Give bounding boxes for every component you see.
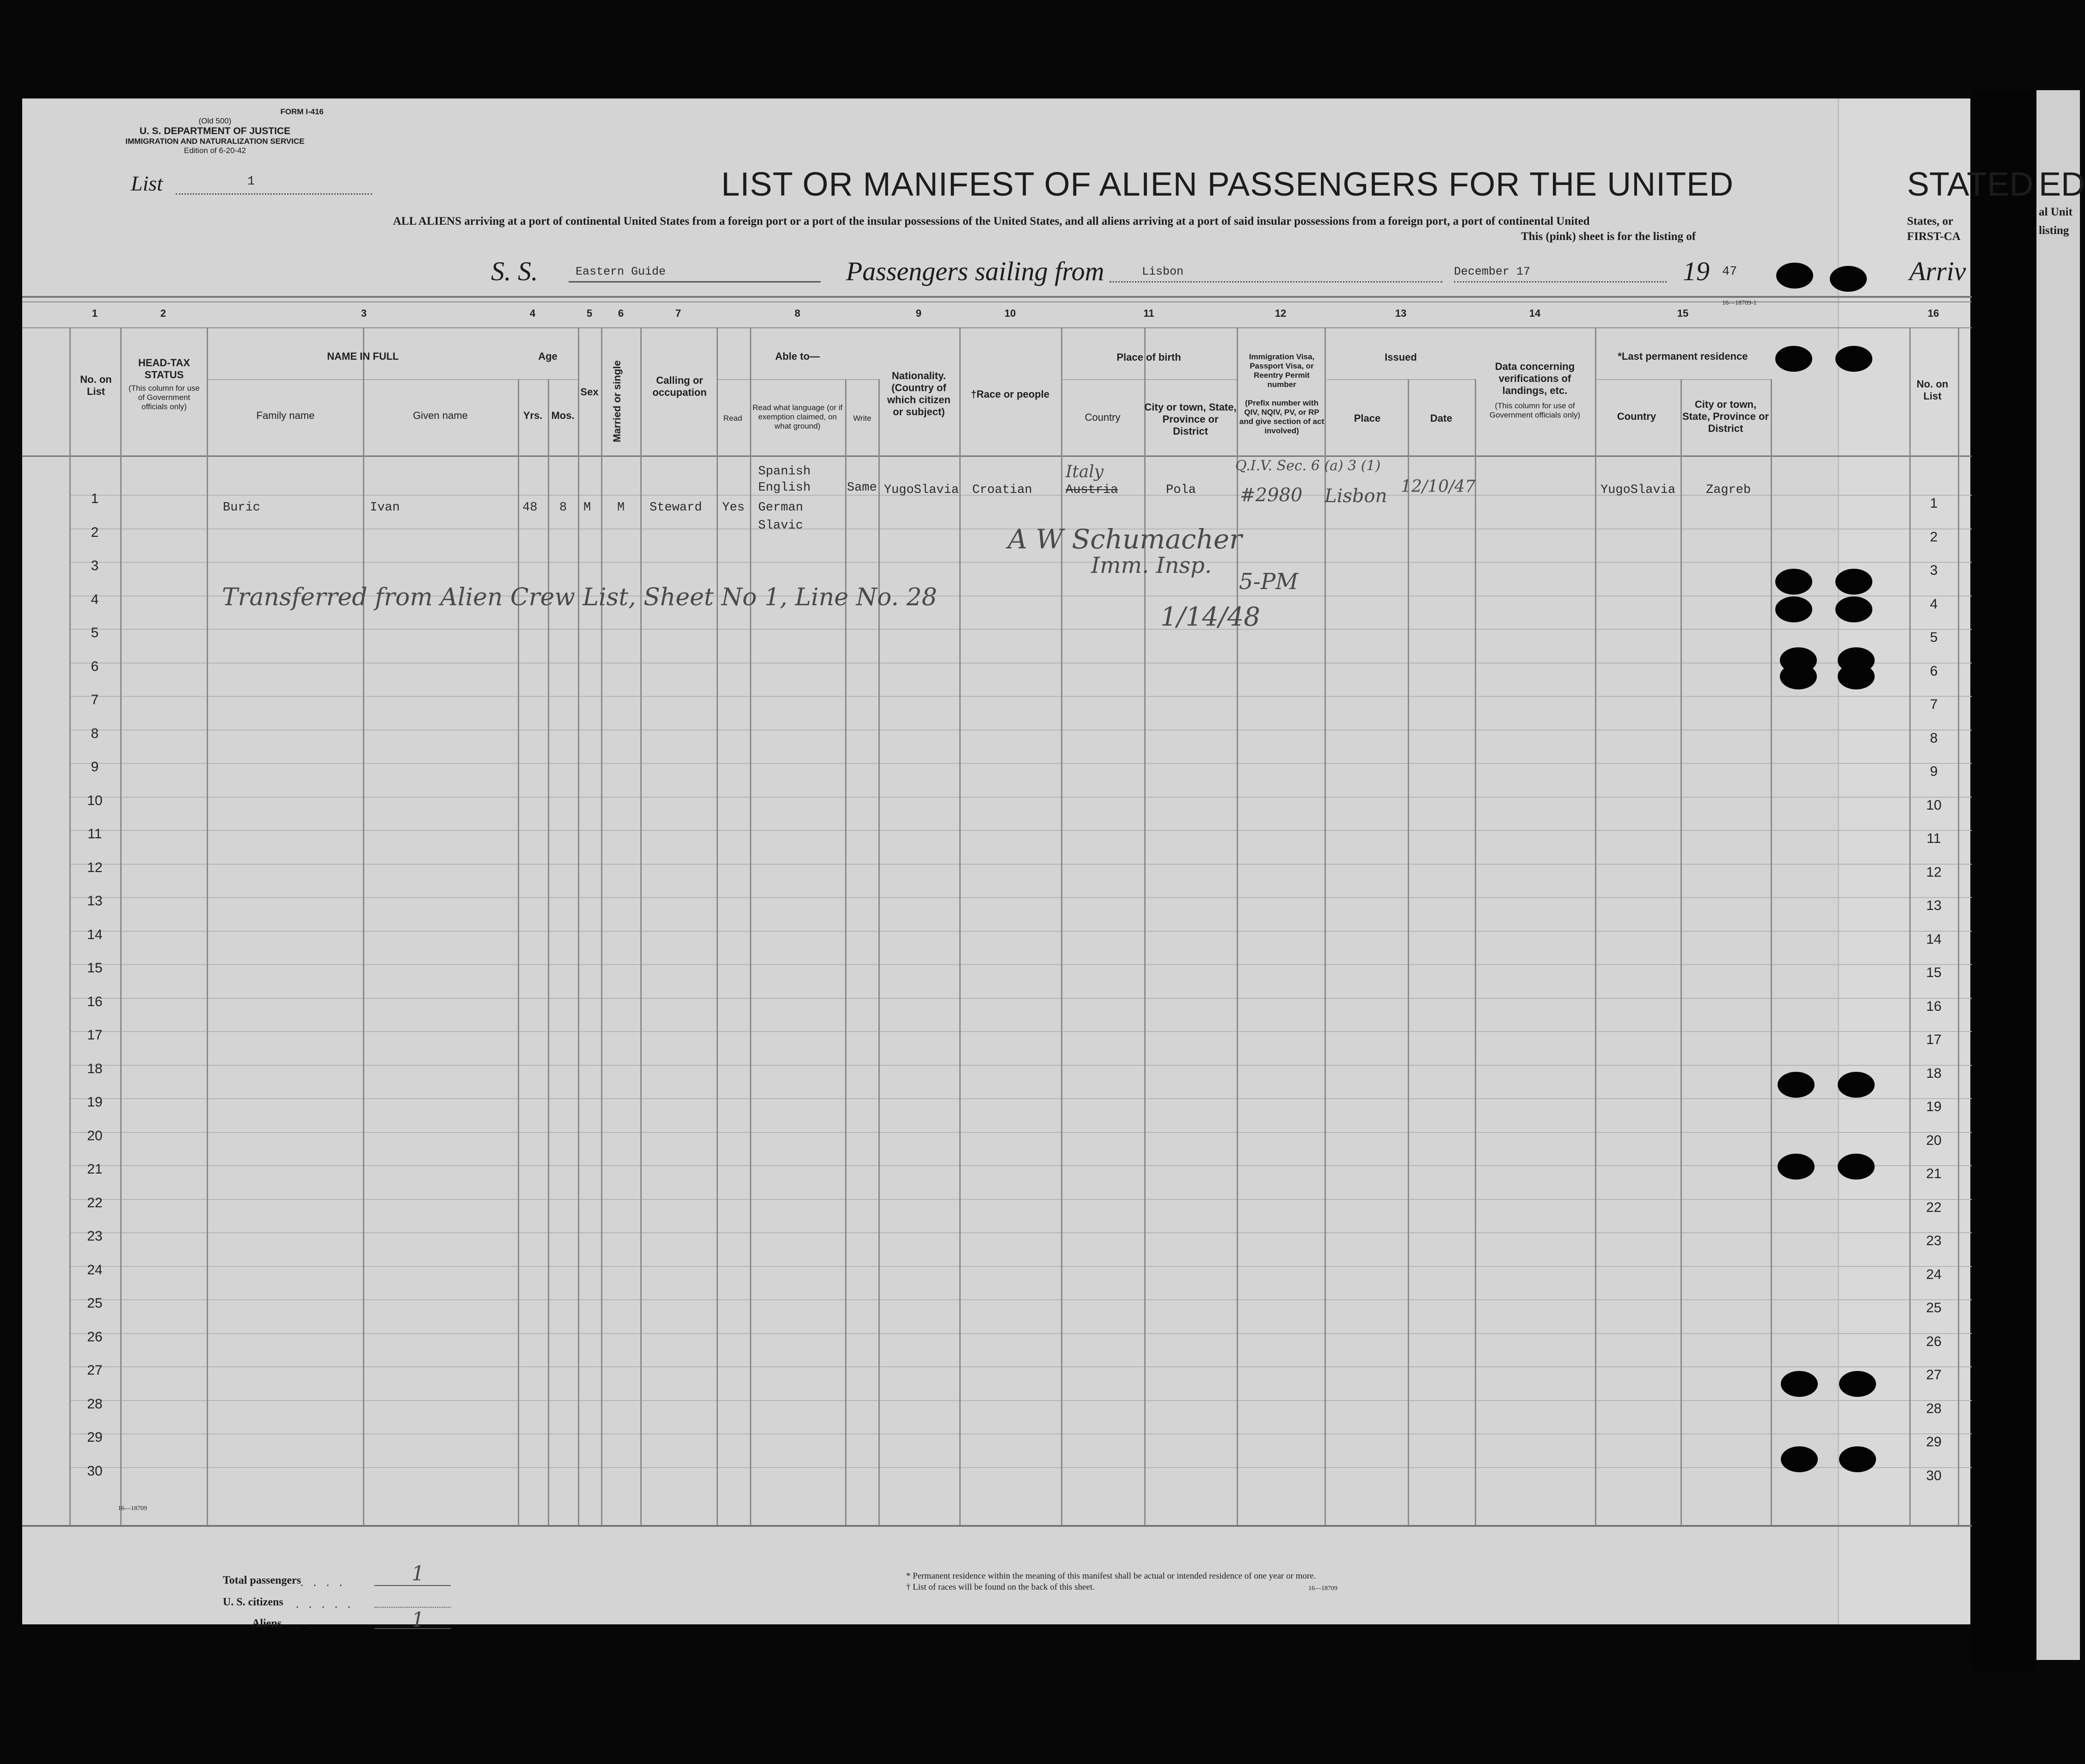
row-number-right-9: 9 (1930, 764, 1938, 779)
us-citizens-line (374, 1607, 451, 1608)
column-rule-16 (1237, 327, 1238, 1525)
inspector-signature: A W Schumacher (1008, 523, 1242, 555)
column-number-5: 5 (586, 307, 593, 319)
row-rule-14 (69, 931, 1972, 932)
column-rule-6 (578, 327, 579, 1525)
row-rule-13 (69, 897, 1972, 898)
residence-city-cell: Zagreb (1706, 483, 1751, 497)
table-bottom-rule (22, 1525, 1972, 1527)
row-rule-10 (69, 797, 1972, 798)
inspector-title: Imm. Insp. (1091, 553, 1212, 578)
row-rule-18 (69, 1065, 1972, 1066)
subheader-rule-4 (1327, 379, 1475, 380)
column-rule-7 (601, 327, 602, 1525)
column-rule-0 (69, 327, 71, 1525)
row-number-15: 15 (87, 960, 103, 976)
right-sheet-arrival: Arriv (1909, 256, 1966, 286)
row-number-17: 17 (87, 1027, 103, 1043)
column-rule-22 (1771, 379, 1772, 1525)
column-rule-23 (1909, 327, 1911, 1525)
row-number-right-19: 19 (1926, 1099, 1942, 1114)
column-number-4: 4 (529, 307, 536, 319)
header-bottom-rule (22, 455, 1972, 457)
print-code-left: 16—18709 (118, 1505, 147, 1512)
row-number-right-27: 27 (1926, 1367, 1942, 1383)
header-head-tax: HEAD-TAX STATUS (138, 357, 190, 381)
punch-hole-11 (1780, 664, 1817, 689)
column-rule-8 (640, 327, 642, 1525)
given-name-cell: Ivan (370, 501, 400, 515)
row-rule-20 (69, 1132, 1972, 1133)
column-rule-15 (1144, 327, 1146, 1525)
instructions-line-1: ALL ALIENS arriving at a port of continental United States from a foreign port or a port of the insular possessions of the United States, and all aliens arriving at a port of said insular possessions from a foreign port, a port of continental United (393, 215, 1590, 227)
column-number-7: 7 (675, 307, 681, 319)
birth-country-handwritten: Italy (1066, 462, 1104, 481)
header-head-tax-note: (This column for use of Government officials only) (129, 384, 200, 411)
row-number-right-28: 28 (1926, 1401, 1942, 1416)
row-number-23: 23 (87, 1229, 103, 1244)
row-rule-7 (69, 696, 1972, 697)
header-last-residence: *Last permanent residence (1618, 350, 1748, 362)
right-sheet-line-1b: al Unit (2039, 206, 2073, 218)
row-rule-8 (69, 730, 1972, 731)
row-number-29: 29 (87, 1430, 103, 1445)
punch-hole-6 (1835, 569, 1872, 595)
punch-hole-19 (1781, 1446, 1818, 1472)
header-yrs: Yrs. (523, 410, 543, 421)
row-number-27: 27 (87, 1363, 103, 1378)
sailing-date: December 17 (1454, 265, 1531, 278)
sailing-port: Lisbon (1142, 265, 1184, 278)
header-visa: Immigration Visa, Passport Visa, or Reentry Permit number (1249, 352, 1315, 389)
header-age: Age (538, 350, 558, 362)
header-issued-date: Date (1430, 412, 1453, 424)
language-3: German (758, 501, 803, 515)
row-number-30: 30 (87, 1463, 103, 1479)
row-number-right-5: 5 (1930, 630, 1938, 645)
print-code-top: 16—18709-1 (1722, 300, 1757, 307)
row-number-18: 18 (87, 1061, 103, 1076)
old-form-number: (Old 500) (198, 117, 232, 125)
row-number-1: 1 (91, 491, 99, 506)
subheader-rule-5 (1595, 379, 1771, 380)
row-rule-17 (69, 1031, 1972, 1032)
column-number-14: 14 (1529, 307, 1541, 319)
marital-cell: M (617, 501, 625, 515)
column-number-3: 3 (361, 307, 367, 319)
right-sheet-line-2b: listing (2039, 224, 2069, 237)
race-cell: Croatian (972, 483, 1032, 497)
visa-line-1: Q.I.V. Sec. 6 (a) 3 (1) (1235, 458, 1381, 474)
row-rule-19 (69, 1098, 1972, 1099)
column-rule-12 (878, 379, 880, 1525)
row-number-right-12: 12 (1926, 864, 1942, 880)
footnote-races: † List of races will be found on the back of this sheet. (906, 1582, 1095, 1592)
punch-hole-1 (1776, 263, 1813, 289)
row-number-right-22: 22 (1926, 1199, 1942, 1215)
row-number-28: 28 (87, 1396, 103, 1412)
row-rule-23 (69, 1232, 1972, 1233)
row-number-right-20: 20 (1926, 1132, 1942, 1148)
row-number-20: 20 (87, 1128, 103, 1143)
column-number-6: 6 (618, 307, 624, 319)
row-number-12: 12 (87, 860, 103, 875)
column-rule-11 (845, 379, 846, 1525)
row-number-right-26: 26 (1926, 1334, 1942, 1349)
row-number-11: 11 (87, 826, 102, 842)
language-2: English (758, 481, 811, 495)
inspector-date: 1/14/48 (1160, 602, 1260, 632)
transfer-note: Transferred from Alien Crew List, Sheet No 1, Line No. 28 (222, 584, 937, 611)
header-mos: Mos. (551, 410, 575, 421)
row-number-right-13: 13 (1926, 898, 1942, 913)
row-rule-30 (69, 1467, 1972, 1468)
punch-hole-20 (1839, 1446, 1876, 1472)
sex-cell: M (583, 501, 591, 515)
punch-hole-13 (1778, 1072, 1815, 1098)
row-number-24: 24 (87, 1262, 103, 1278)
subheader-rule-3 (1061, 379, 1237, 380)
column-rule-20 (1595, 327, 1596, 1525)
row-number-right-25: 25 (1926, 1300, 1942, 1315)
us-citizens-label: U. S. citizens (223, 1596, 283, 1608)
row-rule-9 (69, 763, 1972, 764)
column-rule-24 (1958, 327, 1959, 1525)
right-sheet-title-2: ED (2039, 166, 2085, 203)
read-cell: Yes (722, 501, 745, 515)
header-residence-city: City or town, State, Province or District (1682, 399, 1769, 434)
row-number-right-7: 7 (1930, 697, 1938, 712)
nationality-cell: YugoSlavia (884, 483, 959, 497)
issued-place-cell: Lisbon (1325, 486, 1387, 507)
punch-hole-12 (1838, 664, 1875, 689)
instructions-line-2: This (pink) sheet is for the listing of (1521, 230, 1696, 243)
service-name: IMMIGRATION AND NATURALIZATION SERVICE (125, 137, 305, 146)
row-number-right-30: 30 (1926, 1468, 1942, 1483)
column-number-16: 16 (1927, 307, 1939, 319)
inspector-code: 5-PM (1239, 569, 1299, 595)
language-1: Spanish (758, 465, 811, 479)
column-number-8: 8 (794, 307, 801, 319)
row-number-16: 16 (87, 994, 103, 1009)
row-rule-6 (69, 663, 1972, 664)
column-number-15: 15 (1677, 307, 1689, 319)
row-number-right-23: 23 (1926, 1233, 1942, 1248)
header-calling: Calling or occupation (652, 375, 707, 398)
list-number: 1 (247, 175, 255, 189)
header-able-to: Able to— (775, 350, 820, 362)
family-name-cell: Buric (223, 501, 261, 515)
row-rule-12 (69, 864, 1972, 865)
row-number-right-4: 4 (1930, 596, 1938, 612)
manifest-title: LIST OR MANIFEST OF ALIEN PASSENGERS FOR THE UNITED (721, 166, 1734, 203)
header-write: Write (853, 414, 871, 423)
row-number-9: 9 (91, 759, 99, 774)
aliens-label: Aliens (252, 1617, 282, 1629)
row-number-26: 26 (87, 1329, 103, 1345)
year-prefix: 19 (1683, 256, 1710, 286)
header-issued-place: Place (1354, 412, 1381, 424)
column-rule-9 (717, 327, 718, 1525)
column-rule-4 (518, 379, 519, 1525)
total-passengers-label: Total passengers (223, 1574, 301, 1586)
row-rule-5 (69, 629, 1972, 630)
column-rule-2 (207, 327, 208, 1525)
punch-hole-2 (1830, 266, 1867, 292)
print-code-bottom: 16—18709 (1308, 1585, 1337, 1592)
row-number-14: 14 (87, 927, 103, 942)
occupation-cell: Steward (650, 501, 702, 515)
row-number-right-14: 14 (1926, 931, 1942, 947)
header-nationality: Nationality. (Country of which citizen or subject) (887, 370, 951, 418)
punch-hole-14 (1838, 1072, 1875, 1098)
row-rule-26 (69, 1333, 1972, 1334)
row-rule-15 (69, 964, 1972, 965)
table-top-rule (22, 296, 1972, 298)
header-name-in-full: NAME IN FULL (327, 350, 399, 362)
row-rule-25 (69, 1299, 1972, 1300)
visa-line-2: #2980 (1240, 485, 1303, 506)
column-rule-21 (1680, 379, 1682, 1525)
row-number-2: 2 (91, 524, 99, 540)
row-rule-16 (69, 998, 1972, 999)
column-rule-17 (1325, 327, 1326, 1525)
column-number-10: 10 (1004, 307, 1016, 319)
form-number: FORM I-416 (280, 107, 324, 116)
row-number-22: 22 (87, 1195, 103, 1211)
punch-hole-7 (1775, 596, 1812, 622)
aliens-value: 1 (411, 1608, 424, 1632)
us-citizens-dots: . . . . . (296, 1598, 354, 1610)
right-sheet-line-2: FIRST-CA (1907, 230, 1961, 243)
total-passengers-dots: . . . . (300, 1577, 346, 1589)
row-number-right-10: 10 (1926, 797, 1942, 813)
header-issued: Issued (1385, 351, 1417, 363)
row-number-7: 7 (91, 692, 99, 707)
row-rule-27 (69, 1366, 1972, 1367)
ship-name: Eastern Guide (576, 265, 666, 278)
row-number-right-3: 3 (1930, 563, 1938, 578)
header-no-on-list-right: No. on List (1916, 378, 1949, 402)
row-number-25: 25 (87, 1296, 103, 1311)
column-number-11: 11 (1143, 307, 1154, 319)
header-no-on-list: No. on List (80, 374, 112, 397)
sailing-label: Passengers sailing from (846, 256, 1104, 286)
row-number-right-2: 2 (1930, 529, 1938, 545)
punch-hole-17 (1781, 1371, 1818, 1397)
row-number-13: 13 (87, 893, 103, 909)
row-rule-11 (69, 830, 1972, 831)
column-rule-13 (959, 327, 961, 1525)
right-sheet-line-1: States, or (1907, 215, 1953, 227)
row-rule-28 (69, 1400, 1972, 1401)
row-rule-24 (69, 1266, 1972, 1267)
issued-date-cell: 12/10/47 (1401, 477, 1476, 496)
header-family-name: Family name (256, 410, 315, 421)
column-number-rule (22, 327, 1972, 328)
punch-hole-18 (1839, 1371, 1876, 1397)
age-months-cell: 8 (559, 501, 567, 515)
department-name: U. S. DEPARTMENT OF JUSTICE (139, 126, 291, 136)
punch-hole-3 (1775, 346, 1812, 372)
punch-hole-15 (1778, 1154, 1815, 1180)
header-verifications-note: (This column for use of Government officials only) (1489, 401, 1581, 419)
row-number-right-21: 21 (1926, 1166, 1942, 1181)
birth-country-struck: Austria (1066, 483, 1118, 497)
subheader-rule-2 (717, 379, 878, 380)
row-number-19: 19 (87, 1094, 103, 1110)
row-rule-29 (69, 1433, 1972, 1434)
write-cell: Same (847, 481, 877, 495)
header-sex: Sex (580, 386, 599, 398)
row-number-right-16: 16 (1926, 998, 1942, 1014)
column-rule-5 (548, 379, 549, 1525)
residence-country-cell: YugoSlavia (1601, 483, 1676, 497)
header-birth-city: City or town, State, Province or District (1144, 401, 1237, 437)
ss-label: S. S. (491, 256, 538, 286)
row-number-4: 4 (91, 591, 99, 607)
column-number-13: 13 (1395, 307, 1407, 319)
row-rule-22 (69, 1199, 1972, 1200)
aliens-dots: . . . . . . (296, 1620, 367, 1632)
header-visa-note: (Prefix number with QIV, NQIV, PV, or RP and give section of act involved) (1239, 399, 1325, 435)
total-passengers-value: 1 (411, 1562, 424, 1586)
header-married: Married or single (611, 360, 623, 443)
row-number-21: 21 (87, 1162, 103, 1177)
column-rule-1 (120, 327, 122, 1525)
row-number-right-15: 15 (1926, 965, 1942, 980)
row-number-right-18: 18 (1926, 1065, 1942, 1081)
column-number-1: 1 (92, 307, 98, 319)
language-4: Slavic (758, 519, 803, 533)
column-rule-19 (1475, 379, 1476, 1525)
header-birth-country: Country (1085, 412, 1121, 423)
right-sheet-title: STATED (1907, 166, 2034, 203)
row-number-right-24: 24 (1926, 1266, 1942, 1282)
row-number-8: 8 (91, 725, 99, 741)
column-number-2: 2 (160, 307, 166, 319)
column-rule-10 (750, 327, 751, 1525)
header-read-language: Read what language (or if exemption claimed, on what ground) (752, 403, 843, 430)
row-rule-3 (69, 562, 1972, 563)
row-number-6: 6 (91, 658, 99, 674)
header-place-of-birth: Place of birth (1116, 351, 1181, 363)
column-number-9: 9 (915, 307, 922, 319)
year-suffix: 47 (1722, 265, 1737, 279)
header-verifications: Data concerning verifications of landings, etc. (1495, 361, 1575, 396)
table-top-rule-2 (22, 301, 1972, 302)
footnote-residence: * Permanent residence within the meaning of this manifest shall be actual or intended residence of one year or more. (906, 1571, 1316, 1581)
punch-hole-16 (1838, 1154, 1875, 1180)
list-label: List (131, 172, 163, 195)
row-number-right-11: 11 (1926, 831, 1941, 846)
form-edition: Edition of 6-20-42 (184, 146, 246, 155)
header-race: †Race or people (971, 388, 1049, 400)
header-residence-country: Country (1617, 411, 1656, 422)
row-rule-21 (69, 1165, 1972, 1166)
punch-hole-5 (1775, 569, 1812, 595)
row-number-10: 10 (87, 793, 103, 808)
punch-hole-8 (1835, 596, 1872, 622)
row-number-5: 5 (91, 625, 99, 640)
column-number-12: 12 (1275, 307, 1287, 319)
row-number-right-29: 29 (1926, 1434, 1942, 1450)
age-years-cell: 48 (522, 501, 538, 515)
column-rule-14 (1061, 327, 1062, 1525)
header-given-name: Given name (413, 410, 468, 421)
row-number-right-1: 1 (1930, 496, 1938, 511)
birth-city-cell: Pola (1166, 483, 1196, 497)
row-number-right-17: 17 (1926, 1032, 1942, 1047)
column-rule-18 (1408, 379, 1409, 1525)
row-number-3: 3 (91, 558, 99, 573)
punch-hole-4 (1835, 346, 1872, 372)
header-read: Read (723, 414, 742, 423)
row-number-right-6: 6 (1930, 663, 1938, 679)
column-rule-3 (363, 327, 364, 1525)
row-number-right-8: 8 (1930, 730, 1938, 746)
